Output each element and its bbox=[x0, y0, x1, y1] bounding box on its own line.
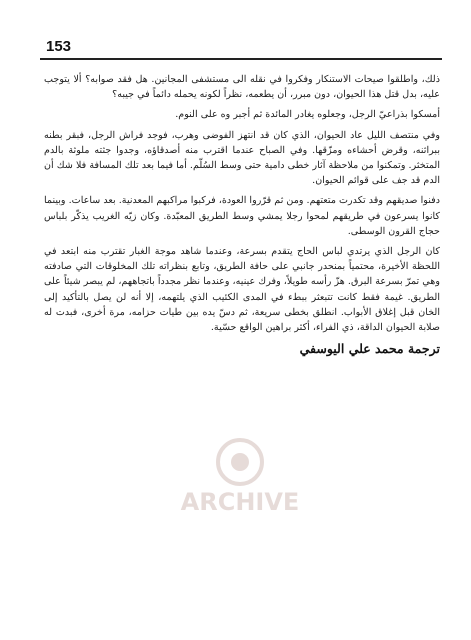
paragraph: وفي منتصف الليل عاد الحيوان، الذي كان قد انتهز الفوضى وهرب، فوجد فراش الرجل، فبقر بطنه ببراثنه، وقرض أحشاءه ومزّقها. وفي الصباح عندما اقترب منه أصدقاؤه، وجدوا جثته ملوثة بالدم المتخثر. وتمكنوا من ملاحظة آثار خطى دامية حتى وسط السُلّم. أما فيما بعد تلك المسافة فلا شك أن الدم قد جف على قوائم الحيوان. bbox=[44, 129, 440, 187]
paragraph: دفنوا صديقهم وقد تكدرت متعتهم. ومن ثم قرّروا العودة، فركبوا مراكبهم المعدنية. بعد ساعات. وبينما كانوا يسرعون في طريقهم لمحوا رجلا يمشي وسط الطريق المعبّدة. وكان زيّه الغريب يذكّر بلباس حجاج القرون الوسطى. bbox=[44, 195, 440, 237]
paragraph: ذلك، واطلقوا صيحات الاستنكار وفكروا في نقله الى مستشفى المجانين. هل فقد صوابه؟ ألا يتوجب عليه، بدل قتل هذا الحيوان، دون مبرر، أن يطعمه، نظراً لكونه يحمله دائماً في جيبه؟ bbox=[44, 74, 440, 101]
page-number: 153 bbox=[46, 38, 72, 55]
archive-watermark-logo bbox=[140, 430, 340, 520]
body-text bbox=[44, 72, 440, 356]
paragraph: كان الرجل الذي يرتدي لباس الحاج يتقدم بسرعة، وعندما شاهد موجة الغبار تقترب منه ابتعد في اللحظة الأخيرة، محتمياً بمنحدر جانبي على حافة الطريق، وتابع بنظراته تلك المخلوقات التي صادفته وهي تمرّ بسرعة البرق. هزّ رأسه طويلاً، وفرك عينيه، وعندما نظر مجدداً باتجاههم، لم يبصر شيئاً على الطريق. غيمة فقط كانت تتبعثر ببطء في المدى الكئيب الذي يلتهمه، إلا أنه لن يصل بالتأكيد إلى الخان قبل إغلاق الأبواب. انطلق بخطى سريعة، ثم دسّ يده بين طيات حزامه، مرة أخرى، فبدت له صلابة الحيوان الداقة، ذي الفراء، أكثر براهين الواقع حسّية. bbox=[44, 246, 440, 334]
translator-signature: ترجمة محمد علي اليوسفي bbox=[299, 341, 440, 357]
header-rule bbox=[40, 58, 442, 60]
watermark-text: ARCHIVE bbox=[180, 488, 300, 516]
paragraph: أمسكوا بذراعيّ الرجل، وجعلوه يغادر المائدة ثم أجبر وه على النوم. bbox=[175, 109, 440, 121]
